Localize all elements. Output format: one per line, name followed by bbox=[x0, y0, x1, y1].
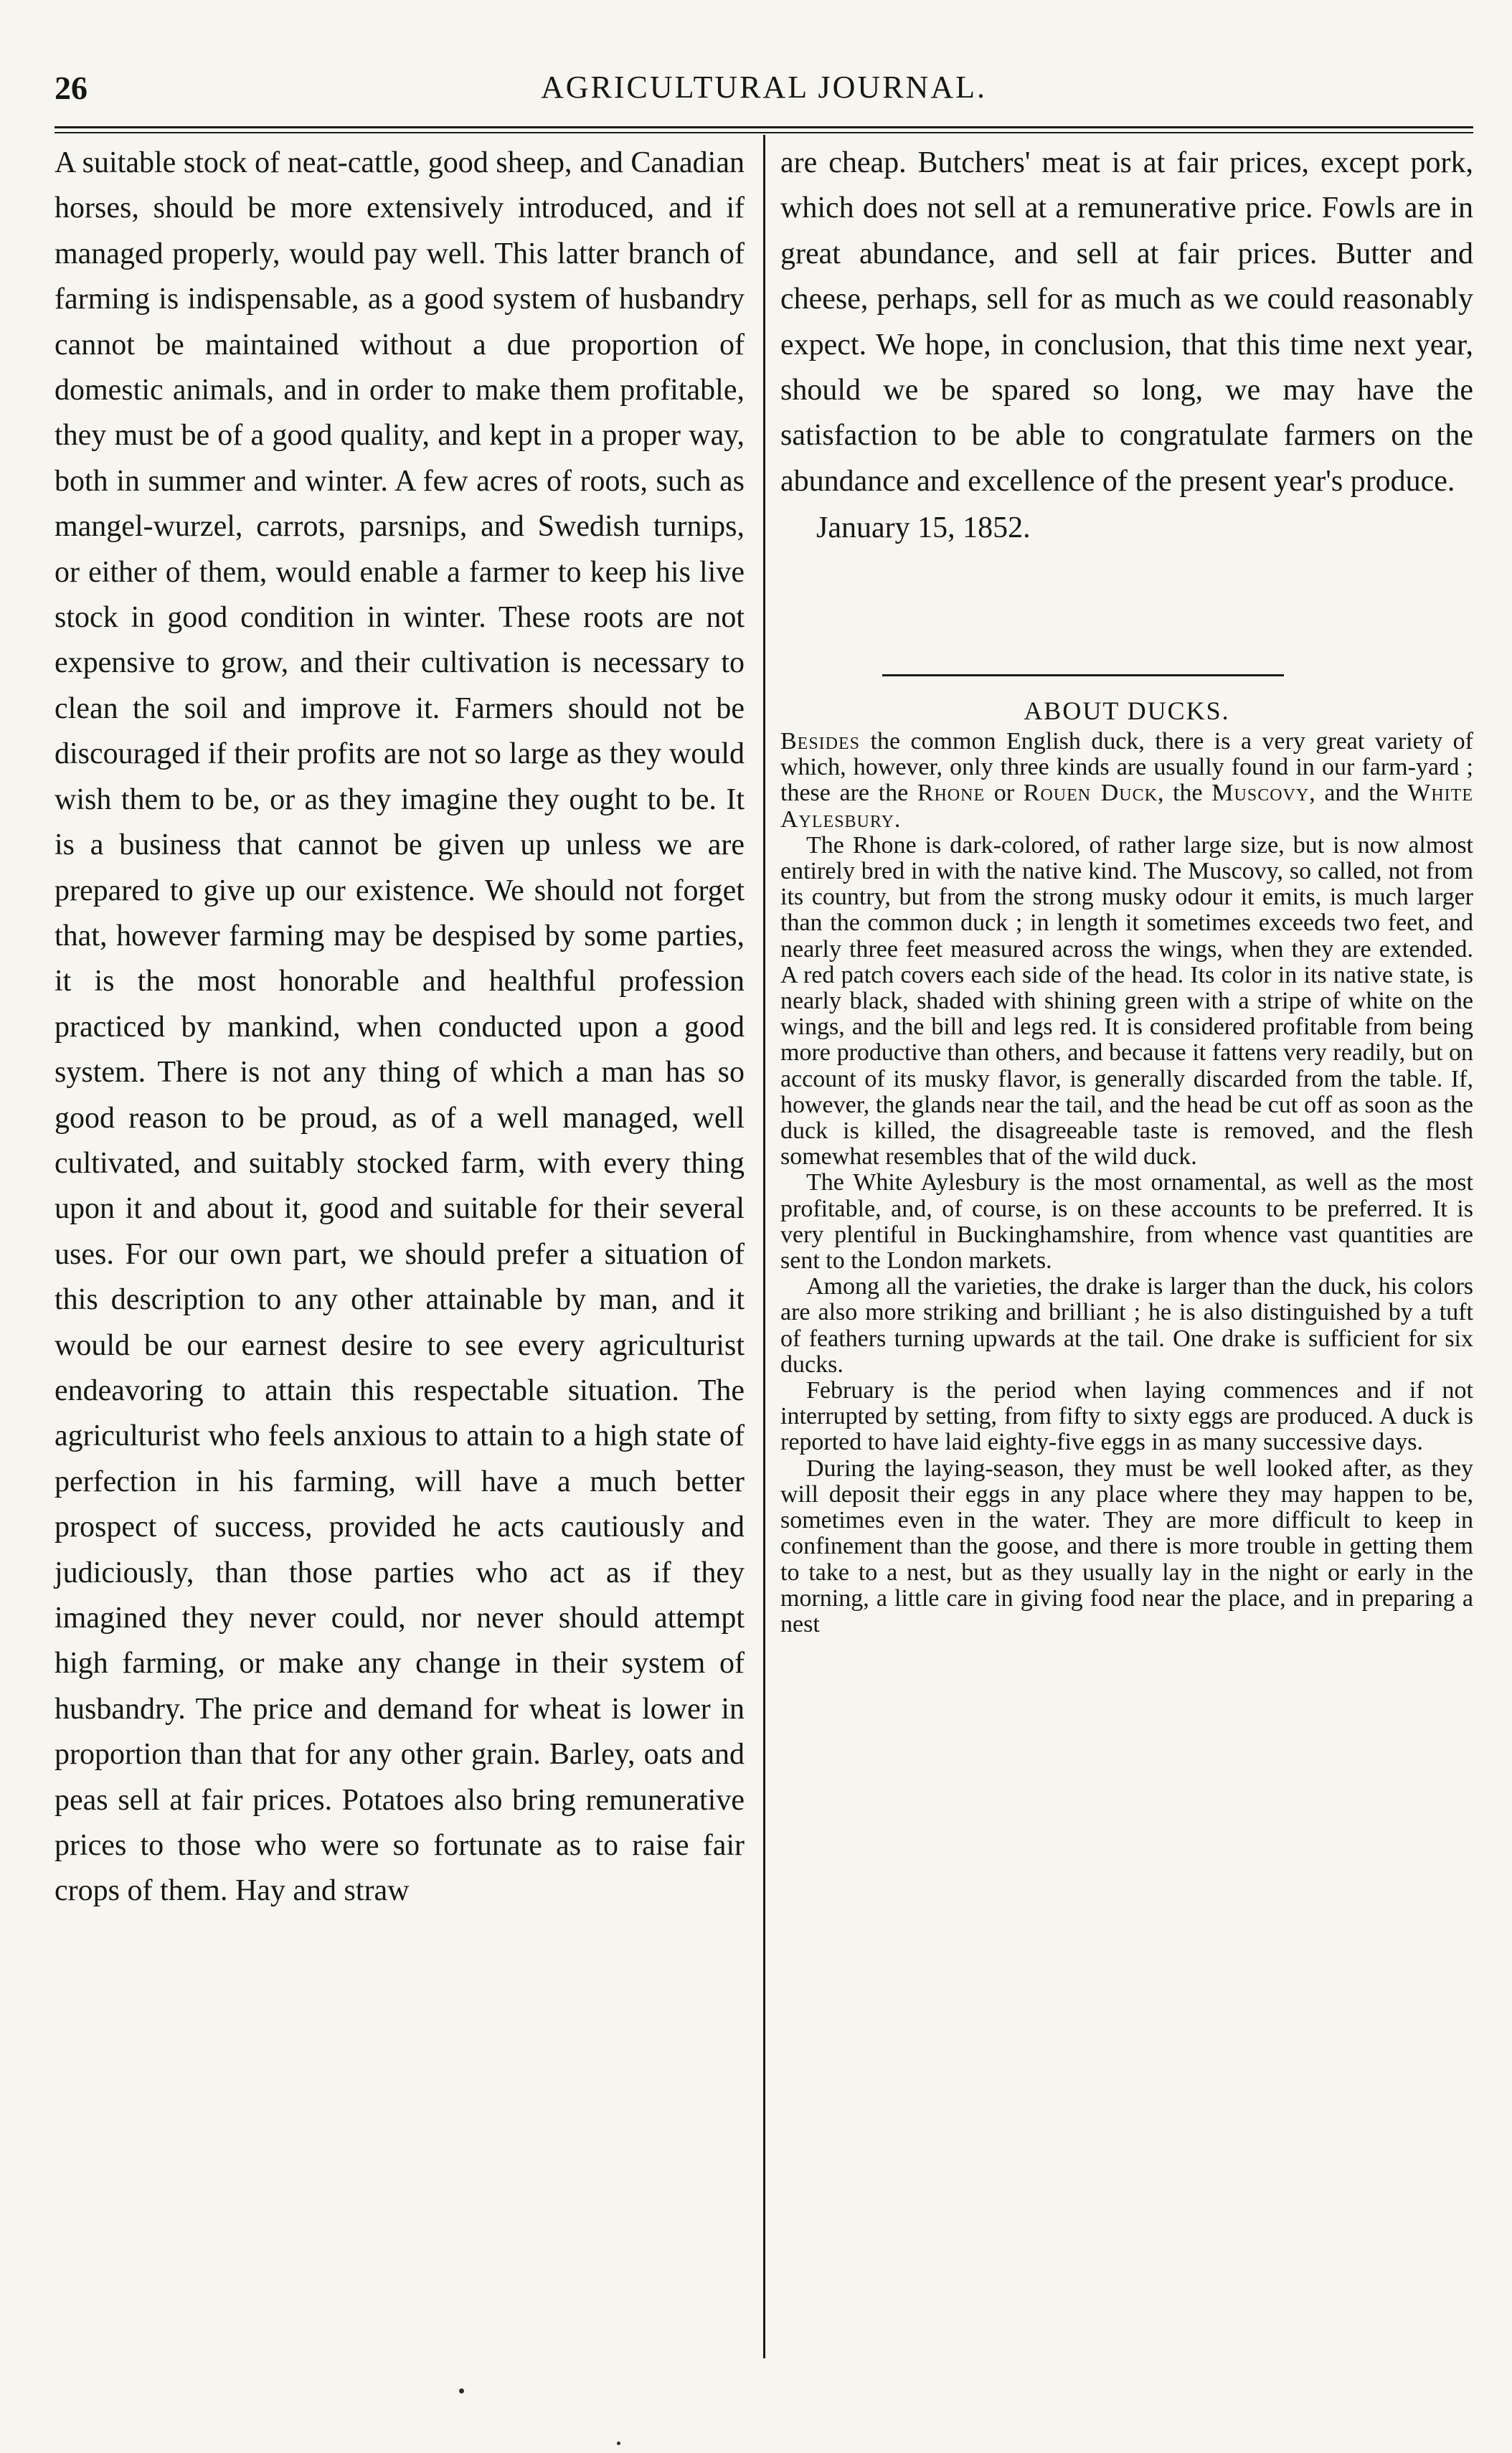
left-column-text: A suitable stock of neat-cattle, good sheep, and Canadian horses, should be more extensively introduced, and if managed properly, would pay well. This latter branch of farming is indispensable, as a good system of husbandry cannot be maintained without a due proportion of domestic animals, and in order to make them profitable, they must be of a good quality, and kept in a proper way, both in summer and winter. A few acres of roots, such as mangel-wurzel, carrots, parsnips, and Swedish turnips, or either of them, would enable a farmer to keep his live stock in good condition in winter. These roots are not expensive to grow, and their cultivation is necessary to clean the soil and improve it. Farmers should not be discouraged if their profits are not so large as they would wish them to be, or as they imagine they ought to be. It is a business that cannot be given up unless we are prepared to give up our existence. We should not forget that, however farming may be despised by some parties, it is the most honorable and healthful profession practiced by mankind, when conducted upon a good system. There is not any thing of which a man has so good reason to be proud, as of a well managed, well cultivated, and suitably stocked farm, with every thing upon it and about it, good and suitable for their several uses. For our own part, we should prefer a situation of this description to any other attainable by man, and it would be our earnest desire to see every agriculturist endeavoring to attain this respectable situation. The agriculturist who feels anxious to attain to a high state of perfection in his farming, will have a much better prospect of success, provided he acts cautiously and judiciously, than those parties who act as if they imagined they never could, nor never should attempt high farming, or make any change in their system of husbandry. The price and demand for wheat is lower in proportion than that for any other grain. Barley, oats and peas sell at fair prices. Potatoes also bring remunerative prices to those who were so fortunate as to raise fair crops of them. Hay and straw bbox=[55, 146, 745, 1908]
article-body bbox=[780, 729, 1473, 1637]
page-number: 26 bbox=[55, 70, 88, 106]
article-paragraph: The Rhone is dark-colored, of rather large size, but is now almost entirely bred in with the native kind. The Muscovy, so called, not from its country, but from the strong musky odour it emits, is much larger than the common duck ; in length it sometimes exceeds two feet, and nearly three feet measured across the wings, when they are extended. A red patch covers each side of the head. Its color in its native state, is nearly black, shaded with shining green with a stripe of white on the wings, and the bill and legs red. It is considered profitable from being more productive than others, and because it fattens very readily, but on account of its musky flavor, is generally discarded from the table. If, however, the glands near the tail, and the head be cut off as soon as the duck is killed, the disagreeable taste is removed, and the flesh somewhat resembles that of the wild duck. bbox=[780, 831, 1473, 1171]
lead-word: Besides bbox=[780, 728, 861, 755]
header-rule bbox=[55, 126, 1473, 128]
paragraph-text: the common English duck, there is a very great variety of which, however, only three kinds are usually found in our farm-yard ; these are the bbox=[780, 728, 1473, 807]
article-paragraph: The White Aylesbury is the most ornamental, as well as the most profitable, and, of course, is on these accounts to be preferred. It is very plentiful in Buckinghamshire, from whence vast quantities are sent to the London markets. bbox=[780, 1169, 1473, 1275]
article-title: ABOUT DUCKS. bbox=[1024, 696, 1230, 725]
article-date: January 15, 1852. bbox=[816, 511, 1031, 545]
article-paragraph bbox=[780, 729, 1473, 833]
print-speck bbox=[617, 2442, 620, 2445]
paragraph-text: , the bbox=[1157, 780, 1212, 807]
header-rule-thin bbox=[55, 132, 1473, 133]
paragraph-text: or bbox=[985, 780, 1024, 807]
paragraph-text: . bbox=[894, 805, 901, 833]
running-title: AGRICULTURAL JOURNAL. bbox=[541, 70, 987, 105]
continuation-text: are cheap. Butchers' meat is at fair prices, except pork, which does not sell at a remunerative price. Fowls are in great abundance, and sell at fair prices. Butter and cheese, perhaps, sell for as much as we could reasonably expect. We hope, in conclusion, that this time next year, should we be spared so long, we may have the satisfaction to be able to congratulate farmers on the abundance and excellence of the present year's produce. bbox=[780, 146, 1473, 498]
article-paragraph: February is the period when laying commences and if not interrupted by setting, from fifty to sixty eggs are produced. A duck is reported to have laid eighty-five eggs in as many successive days. bbox=[780, 1377, 1473, 1456]
page-header bbox=[55, 69, 1473, 119]
breed-name: White Aylesbury bbox=[780, 780, 1473, 833]
column-divider bbox=[763, 135, 765, 2358]
paragraph-text: , and the bbox=[1309, 780, 1408, 807]
breed-name: Rhone bbox=[917, 780, 986, 807]
right-column-continuation bbox=[780, 141, 1473, 552]
breed-name: Rouen Duck bbox=[1023, 780, 1158, 807]
left-column bbox=[55, 141, 745, 1914]
print-speck bbox=[459, 2388, 464, 2393]
article-paragraph: During the laying-season, they must be well looked after, as they will deposit their eggs in any place where they may happen to be, sometimes even in the water. They are more difficult to keep in confinement than the goose, and there is more trouble in getting them to take to a nest, but as they usually lay in the night or early in the morning, a little care in giving food near the place, and in preparing a nest bbox=[780, 1455, 1473, 1637]
breed-name: Muscovy bbox=[1211, 780, 1310, 807]
section-rule bbox=[882, 674, 1284, 676]
article-paragraph: Among all the varieties, the drake is larger than the duck, his colors are also more striking and brilliant ; he is also distinguished by a tuft of feathers turning upwards at the tail. One drake is sufficient for six ducks. bbox=[780, 1273, 1473, 1378]
